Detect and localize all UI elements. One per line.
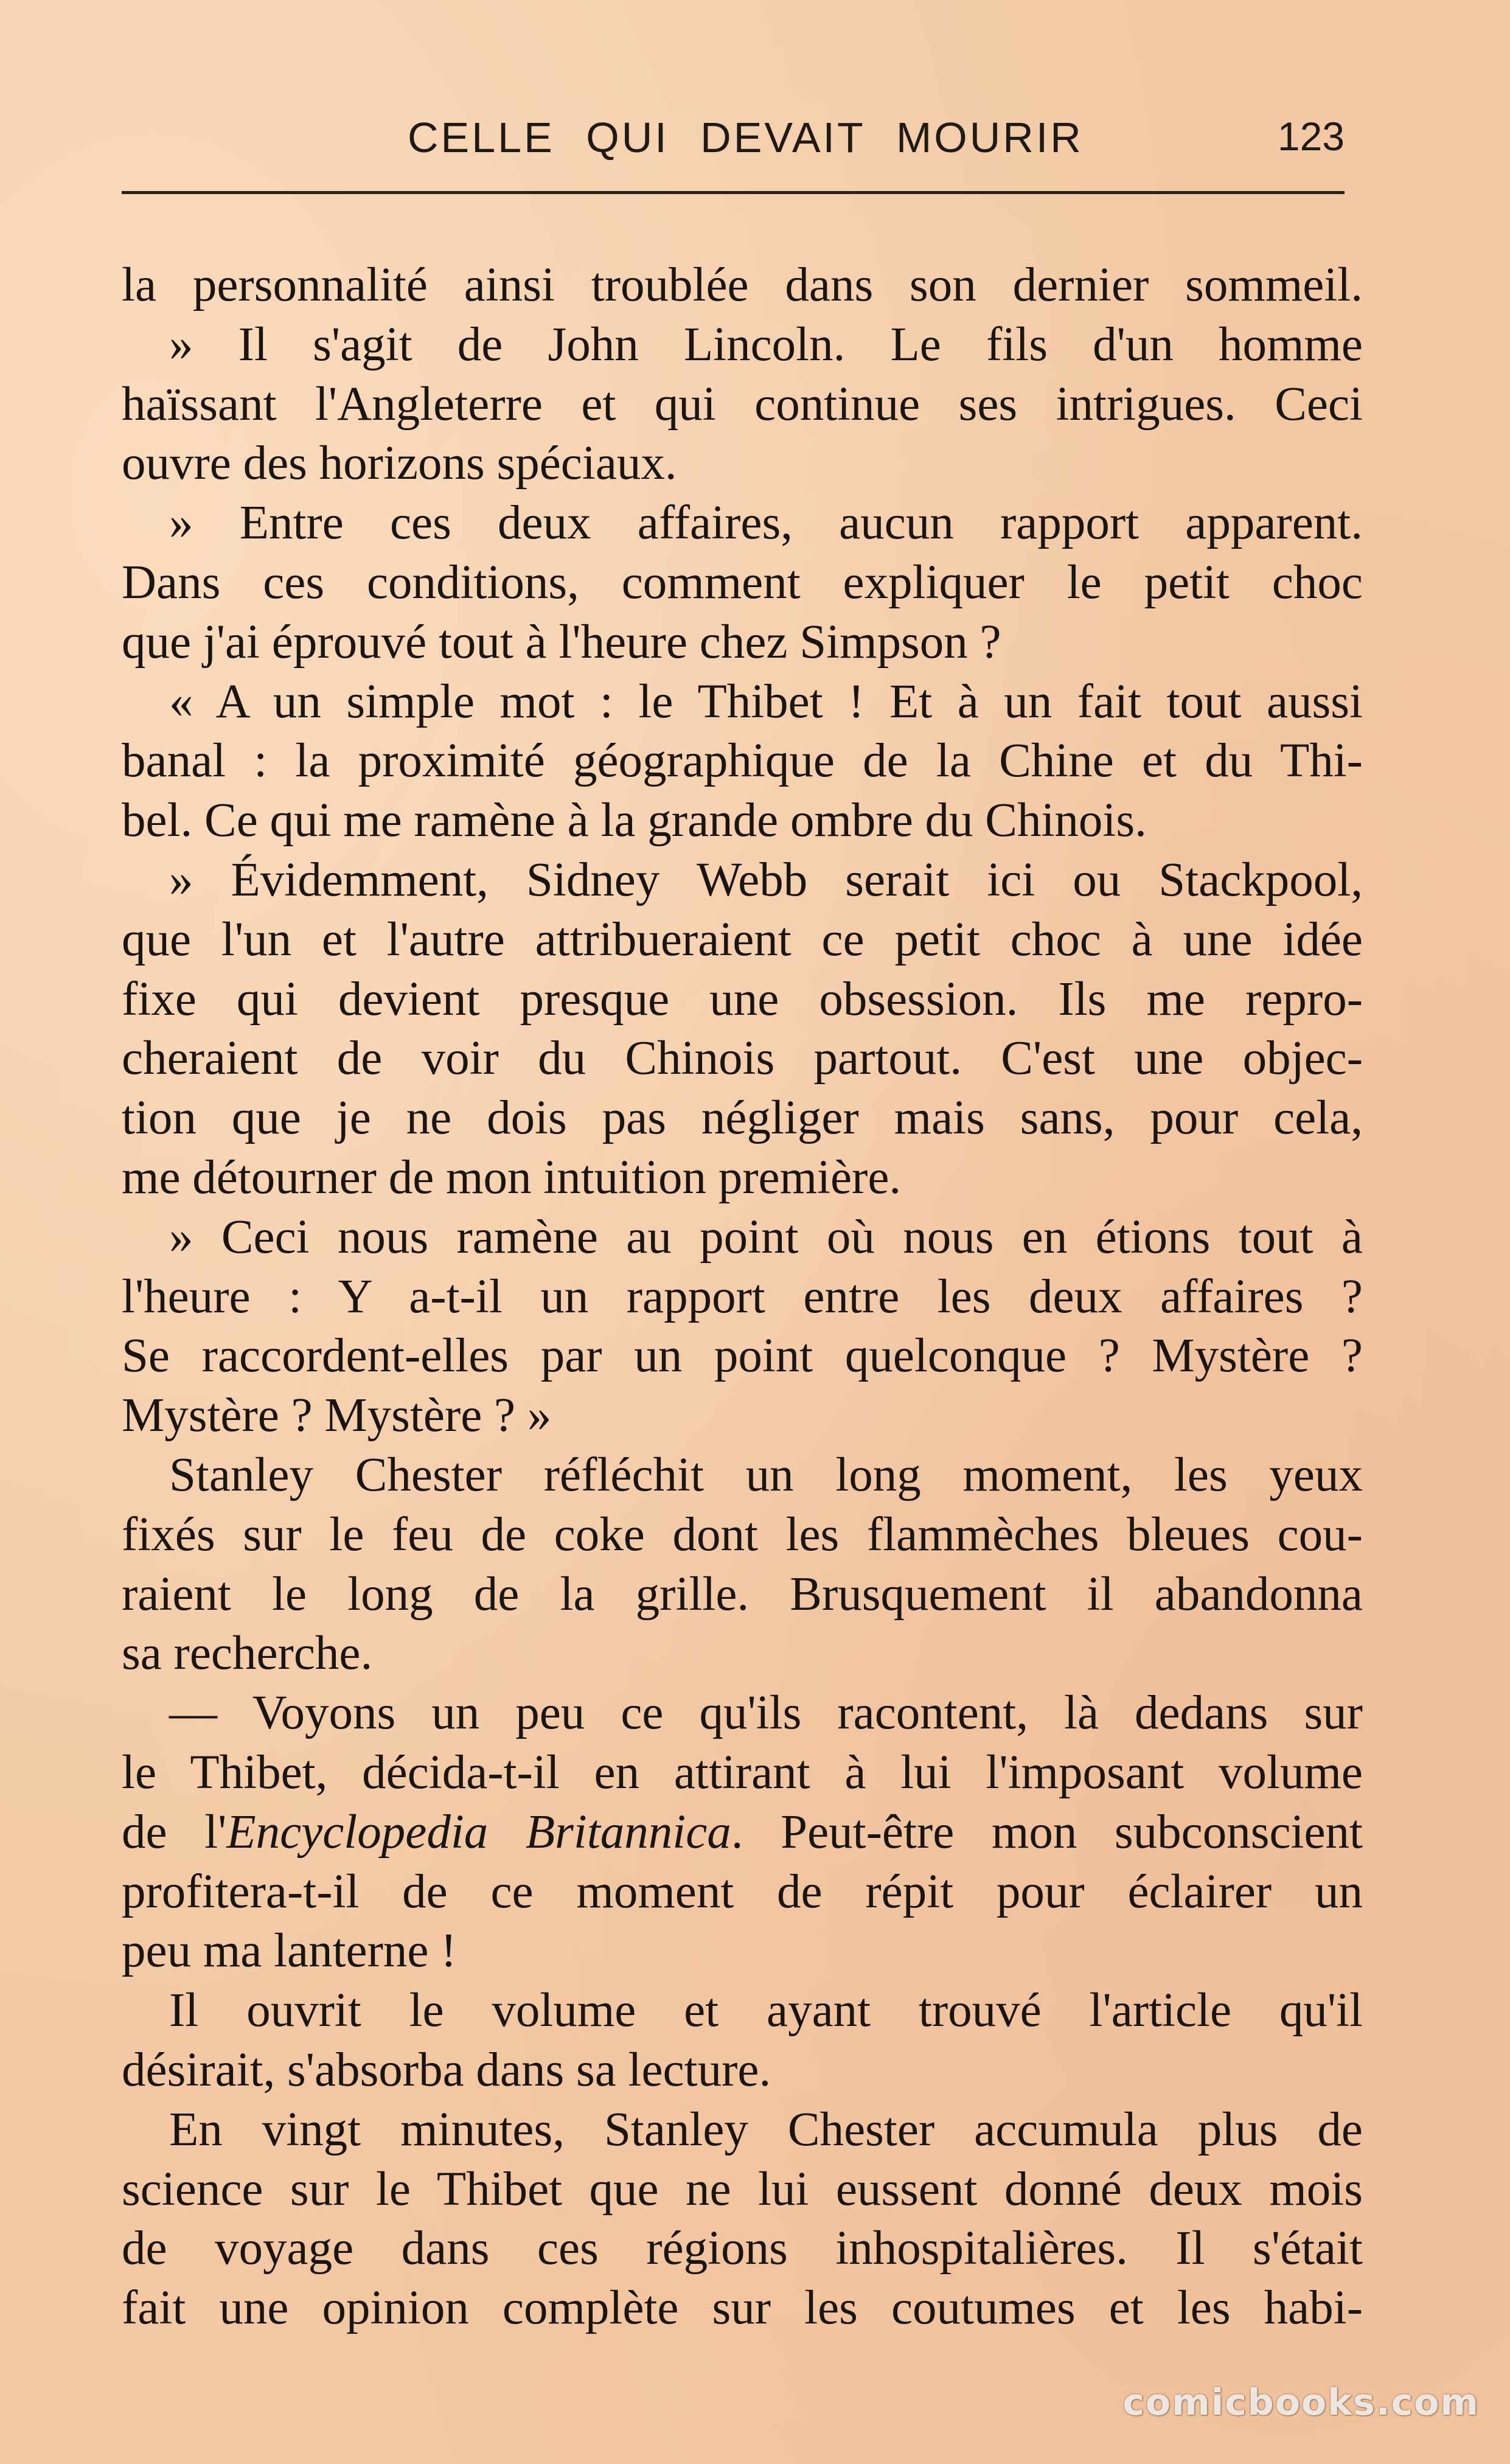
text-line: cheraient de voir du Chinois partout. C'est une objec- — [122, 1032, 1363, 1085]
text-line: Il ouvrit le volume et ayant trouvé l'article qu'il — [169, 1984, 1363, 2038]
text-line: ouvre des horizons spéciaux. — [122, 437, 677, 490]
text-line: que l'un et l'autre attribueraient ce petit choc à une idée — [122, 913, 1363, 966]
text-line: le Thibet, décida-t-il en attirant à lui l'imposant volume — [122, 1745, 1363, 1799]
text-line: la personnalité ainsi troublée dans son dernier sommeil. — [122, 259, 1363, 311]
text-line: sa recherche. — [122, 1627, 373, 1680]
text-line: bel. Ce qui me ramène à la grande ombre du Chinois. — [122, 794, 1147, 847]
text-line: haïssant l'Angleterre et qui continue ses intrigues. Ceci — [122, 377, 1363, 431]
text-line: tion que je ne dois pas négliger mais sans, pour cela, — [122, 1091, 1363, 1145]
text-line: » Ceci nous ramène au point où nous en étions tout à — [169, 1210, 1363, 1264]
text-line: banal : la proximité géographique de la Chine et du Thi- — [122, 734, 1363, 788]
text-line: fixe qui devient presque une obsession. Ils me repro- — [122, 972, 1363, 1026]
watermark: comicbooks.com — [1122, 2381, 1480, 2424]
text-line: Se raccordent-elles par un point quelconque ? Mystère ? — [122, 1329, 1363, 1383]
text-line: l'heure : Y a-t-il un rapport entre les deux affaires ? — [122, 1270, 1363, 1323]
text-line: En vingt minutes, Stanley Chester accumula plus de — [169, 2103, 1363, 2156]
text-line: fixés sur le feu de coke dont les flammèches bleues cou- — [122, 1508, 1363, 1561]
text-line: — Voyons un peu ce qu'ils racontent, là dedans sur — [169, 1686, 1363, 1740]
text-line: me détourner de mon intuition première. — [122, 1150, 902, 1204]
text-line: Mystère ? Mystère ? » — [122, 1389, 552, 1443]
body-text — [122, 256, 1363, 2338]
text-line: de voyage dans ces régions inhospitalières. Il s'était — [122, 2222, 1363, 2275]
text-line: » Il s'agit de John Lincoln. Le fils d'un homme — [169, 318, 1363, 371]
page-header — [122, 110, 1345, 170]
text-line: raient le long de la grille. Brusquement il abandonna — [122, 1567, 1363, 1621]
text-line: désirait, s'absorba dans sa lecture. — [122, 2043, 771, 2097]
page-number: 123 — [1277, 114, 1345, 159]
text-line: » Évidemment, Sidney Webb serait ici ou Stackpool, — [169, 853, 1363, 907]
text-line: science sur le Thibet que ne lui eussent donné deux mois — [122, 2162, 1363, 2216]
running-title: CELLE QUI DEVAIT MOURIR — [408, 114, 1084, 161]
text-line: peu ma lanterne ! — [122, 1924, 457, 1978]
text-line: « A un simple mot : le Thibet ! Et à un fait tout aussi — [169, 675, 1363, 728]
text-line: profitera-t-il de ce moment de répit pour éclairer un — [122, 1865, 1363, 1918]
text-line: » Entre ces deux affaires, aucun rapport apparent. — [169, 496, 1363, 550]
text-line: fait une opinion complète sur les coutumes et les habi- — [122, 2281, 1363, 2335]
text-line: que j'ai éprouvé tout à l'heure chez Simpson ? — [122, 615, 1001, 669]
text-line: Dans ces conditions, comment expliquer le petit choc — [122, 555, 1363, 609]
text-line: de l'Encyclopedia Britannica. Peut-être mon subconscient — [122, 1805, 1363, 1859]
header-rule — [122, 191, 1345, 194]
text-line: Stanley Chester réfléchit un long moment, les yeux — [169, 1448, 1363, 1502]
